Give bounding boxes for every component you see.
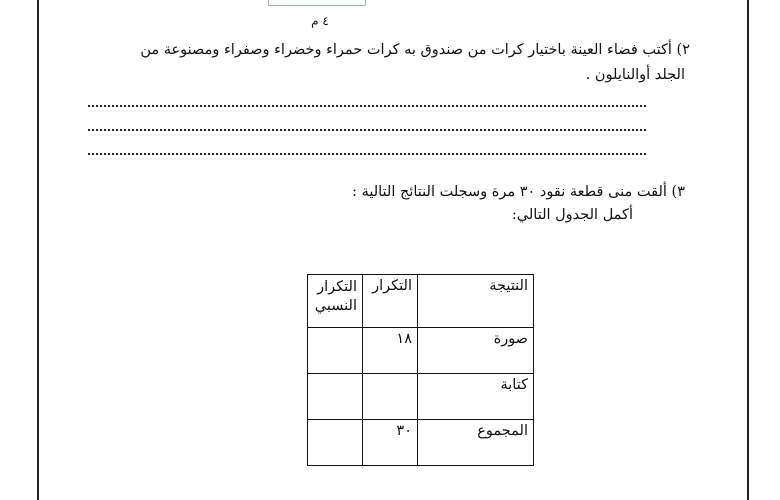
- relative-frequency-cell[interactable]: [308, 420, 363, 466]
- frequency-cell[interactable]: ١٨: [363, 328, 418, 374]
- question-3-line-1: ٣) ألقت منى قطعة نقود ٣٠ مرة وسجلت النتائج التالية :: [352, 184, 685, 200]
- answer-line-2[interactable]: [88, 129, 646, 133]
- answer-line-3[interactable]: [88, 153, 646, 157]
- frequency-cell[interactable]: [363, 374, 418, 420]
- result-cell: كتابة: [418, 374, 534, 420]
- answer-line-1[interactable]: [88, 105, 646, 109]
- top-frame: [268, 0, 366, 6]
- relative-frequency-cell[interactable]: [308, 374, 363, 420]
- header-frequency: التكرار: [363, 275, 418, 328]
- page-number: ٤ م: [311, 14, 329, 28]
- question-2-line-2: الجلد أوالنايلون .: [585, 67, 685, 83]
- result-cell: المجموع: [418, 420, 534, 466]
- table-header-row: [308, 275, 534, 328]
- question-3-line-2: أكمل الجدول التالي:: [511, 207, 633, 223]
- header-relative-frequency: التكرار النسبي: [308, 275, 363, 328]
- page-border-left: [37, 0, 39, 500]
- header-result: النتيجة: [418, 275, 534, 328]
- frequency-table: [307, 274, 534, 466]
- question-2-line-1: ٢) أكتب فضاء العينة باختيار كرات من صندوق به كرات حمراء وخضراء وصفراء ومصنوعة من: [140, 42, 690, 58]
- table-row: [308, 420, 534, 466]
- table-row: [308, 374, 534, 420]
- relative-frequency-cell[interactable]: [308, 328, 363, 374]
- page-border-right: [747, 0, 749, 500]
- result-cell: صورة: [418, 328, 534, 374]
- table-row: [308, 328, 534, 374]
- frequency-cell[interactable]: ٣٠: [363, 420, 418, 466]
